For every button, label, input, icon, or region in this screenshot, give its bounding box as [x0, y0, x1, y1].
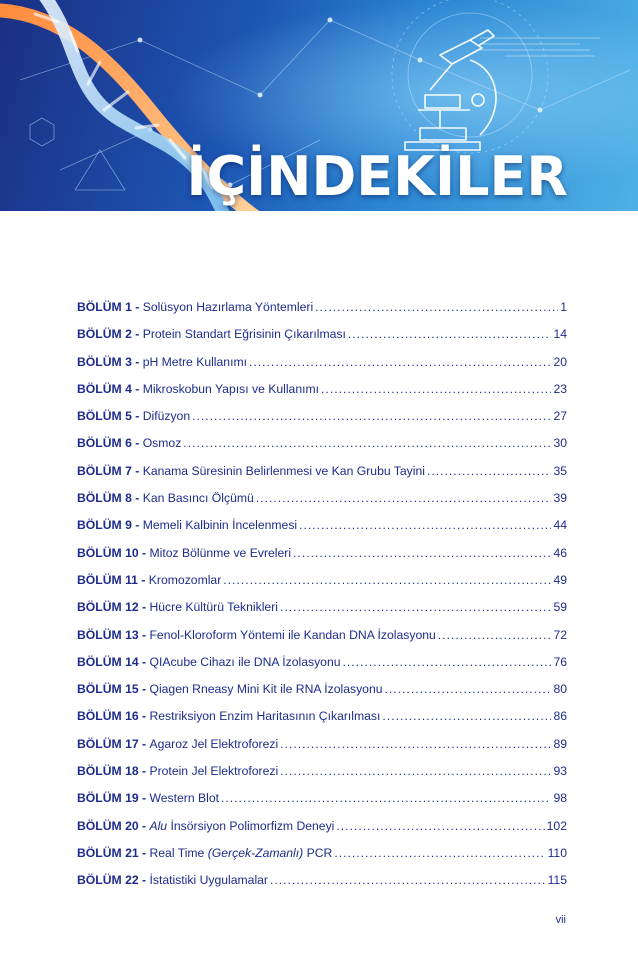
toc-entry[interactable] — [77, 791, 567, 818]
toc-entry[interactable] — [77, 737, 567, 764]
toc-title-text: Protein Jel Elektroforezi — [149, 764, 279, 779]
toc-chapter-label: BÖLÜM 6 — [77, 436, 132, 451]
toc-title-italic: Alu — [149, 818, 168, 833]
toc-dot-leader — [385, 682, 552, 696]
toc-title — [149, 546, 291, 560]
toc-entry[interactable] — [77, 409, 567, 436]
toc-dot-leader — [270, 873, 546, 887]
toc-entry[interactable] — [77, 682, 567, 709]
toc-dot-leader — [299, 518, 551, 532]
toc-title — [143, 300, 313, 314]
toc-title — [143, 382, 319, 396]
toc-title — [149, 764, 278, 778]
toc-page-number: 102 — [546, 818, 567, 833]
toc-title-text: Agaroz Jel Elektroforezi — [149, 736, 279, 751]
toc-title-text: Mitoz Bölünme ve Evreleri — [149, 545, 292, 560]
toc-separator: - — [138, 873, 150, 888]
toc-chapter-label: BÖLÜM 11 — [77, 572, 138, 587]
toc-title — [149, 791, 219, 805]
toc-dot-leader — [348, 327, 552, 341]
toc-title — [143, 464, 425, 478]
toc-page-number: 76 — [553, 654, 567, 669]
toc-separator: - — [138, 627, 150, 642]
toc-dot-leader — [249, 355, 551, 369]
toc-separator: - — [138, 545, 150, 560]
toc-page-number: 46 — [553, 545, 567, 560]
toc-page-number: 80 — [553, 682, 567, 697]
toc-page-number: 115 — [547, 873, 567, 888]
toc-title-text: Qiagen Rneasy Mini Kit ile RNA İzolasyonu — [149, 682, 383, 697]
toc-title-italic: (Gerçek-Zamanlı) — [207, 845, 304, 860]
toc-separator: - — [131, 409, 143, 424]
toc-entry[interactable] — [77, 464, 567, 491]
toc-chapter-label: BÖLÜM 5 — [77, 409, 132, 424]
toc-separator: - — [131, 518, 143, 533]
toc-separator: - — [131, 463, 143, 478]
toc-page-number: 72 — [553, 627, 567, 642]
toc-chapter-label: BÖLÜM 1 — [77, 300, 132, 314]
toc-title-text: Solüsyon Hazırlama Yöntemleri — [142, 300, 314, 314]
toc-dot-leader — [183, 436, 551, 450]
toc-dot-leader — [315, 300, 558, 314]
toc-entry[interactable] — [77, 628, 567, 655]
toc-chapter-label: BÖLÜM 8 — [77, 491, 132, 506]
toc-separator: - — [138, 600, 150, 615]
toc-dot-leader — [293, 546, 551, 560]
toc-dot-leader — [427, 464, 551, 478]
header-banner — [0, 0, 638, 211]
toc-title-text: Western Blot — [149, 791, 220, 806]
toc-title-text: PCR — [303, 845, 333, 860]
toc-page-number: 35 — [553, 463, 567, 478]
toc-chapter-label: BÖLÜM 7 — [77, 463, 132, 478]
toc-dot-leader — [256, 491, 552, 505]
toc-separator: - — [138, 736, 150, 751]
toc-separator: - — [138, 764, 150, 779]
toc-separator: - — [138, 818, 150, 833]
toc-title — [149, 573, 221, 587]
toc-dot-leader — [336, 819, 544, 833]
toc-dot-leader — [280, 737, 551, 751]
toc-title — [143, 518, 297, 532]
toc-page-number: 39 — [553, 491, 567, 506]
toc-separator: - — [138, 791, 150, 806]
toc-title — [143, 436, 182, 450]
toc-page-number: 93 — [553, 764, 567, 779]
toc-chapter-label: BÖLÜM 15 — [77, 682, 139, 697]
toc-chapter-label: BÖLÜM 22 — [77, 873, 139, 888]
toc-title — [149, 628, 435, 642]
toc-title-text: Memeli Kalbinin İncelenmesi — [142, 518, 298, 533]
toc-separator: - — [138, 845, 150, 860]
toc-entry[interactable] — [77, 546, 567, 573]
toc-entry[interactable] — [77, 709, 567, 736]
toc-title-text: Kromozomlar — [148, 572, 222, 587]
toc-entry[interactable] — [77, 491, 567, 518]
toc-entry[interactable] — [77, 518, 567, 545]
toc-separator: - — [138, 709, 150, 724]
toc-chapter-label: BÖLÜM 16 — [77, 709, 139, 724]
toc-title — [149, 846, 332, 860]
toc-title — [149, 819, 334, 833]
toc-entry[interactable] — [77, 846, 567, 873]
toc-page-number: 86 — [553, 709, 567, 724]
toc-title-text: Kanama Süresinin Belirlenmesi ve Kan Grubu Tayini — [142, 463, 425, 478]
toc-chapter-label: BÖLÜM 20 — [77, 818, 139, 833]
toc-title — [149, 709, 380, 723]
toc-dot-leader — [334, 846, 545, 860]
toc-title — [143, 491, 254, 505]
toc-separator: - — [138, 654, 150, 669]
toc-page-number: 23 — [553, 381, 567, 396]
toc-separator: - — [137, 572, 149, 587]
toc-dot-leader — [321, 382, 551, 396]
toc-title-text: Hücre Kültürü Teknikleri — [149, 600, 278, 615]
toc-entry[interactable] — [77, 382, 567, 409]
toc-title-text: Kan Basıncı Ölçümü — [142, 491, 254, 506]
toc-title-text: Osmoz — [142, 436, 182, 451]
toc-title-text: Fenol-Kloroform Yöntemi ile Kandan DNA İzolasyonu — [149, 627, 436, 642]
toc-page-number: 1 — [560, 300, 567, 314]
toc-title-text: Real Time — [149, 845, 208, 860]
toc-title-text: İstatistiki Uygulamalar — [149, 873, 268, 888]
toc-entry[interactable] — [77, 655, 567, 682]
toc-page-number: 89 — [553, 736, 567, 751]
toc-page-number: 110 — [547, 845, 567, 860]
toc-chapter-label: BÖLÜM 3 — [77, 354, 132, 369]
toc-page-number: 44 — [553, 518, 567, 533]
toc-separator: - — [138, 682, 150, 697]
toc-title — [143, 355, 247, 369]
toc-title-text: Protein Standart Eğrisinin Çıkarılması — [142, 327, 346, 342]
toc-chapter-label: BÖLÜM 4 — [77, 381, 132, 396]
toc-chapter-label: BÖLÜM 21 — [77, 845, 139, 860]
toc-entry[interactable] — [77, 300, 567, 327]
page-title: İÇİNDEKİLER — [186, 145, 568, 208]
toc-chapter-label: BÖLÜM 17 — [77, 736, 139, 751]
toc-dot-leader — [438, 628, 552, 642]
toc-page-number: 20 — [553, 354, 567, 369]
toc-separator: - — [131, 436, 143, 451]
toc-title-text: Mikroskobun Yapısı ve Kullanımı — [142, 381, 320, 396]
toc-title — [143, 409, 190, 423]
toc-title-text: Difüzyon — [142, 409, 191, 424]
toc-separator: - — [131, 354, 143, 369]
toc-dot-leader — [280, 600, 551, 614]
toc-title — [149, 600, 277, 614]
toc-entry[interactable] — [77, 873, 567, 900]
toc-dot-leader — [343, 655, 552, 669]
toc-title-text: Restriksiyon Enzim Haritasının Çıkarılması — [149, 709, 381, 724]
toc-page-number: 59 — [553, 600, 567, 615]
toc-title — [149, 655, 340, 669]
page-number: vii — [555, 914, 566, 926]
toc-chapter-label: BÖLÜM 2 — [77, 327, 132, 342]
toc-dot-leader — [221, 791, 551, 805]
toc-chapter-label: BÖLÜM 14 — [77, 654, 139, 669]
toc-chapter-label: BÖLÜM 19 — [77, 791, 139, 806]
toc-title-text: QIAcube Cihazı ile DNA İzolasyonu — [149, 654, 341, 669]
toc-chapter-label: BÖLÜM 9 — [77, 518, 132, 533]
toc-title — [149, 682, 382, 696]
toc-chapter-label: BÖLÜM 13 — [77, 627, 139, 642]
toc-title-text: İnsörsiyon Polimorfizm Deneyi — [167, 818, 335, 833]
toc-dot-leader — [382, 709, 551, 723]
toc-page-number: 30 — [553, 436, 567, 451]
toc-separator: - — [131, 381, 143, 396]
toc-entry[interactable] — [77, 600, 567, 627]
toc-chapter-label: BÖLÜM 18 — [77, 764, 139, 779]
toc-dot-leader — [280, 764, 551, 778]
toc-dot-leader — [223, 573, 551, 587]
toc-page-number: 98 — [553, 791, 567, 806]
toc-entry[interactable] — [77, 573, 567, 600]
toc-entry[interactable] — [77, 764, 567, 791]
toc-page-number: 49 — [553, 572, 567, 587]
toc-chapter-label: BÖLÜM 10 — [77, 545, 139, 560]
toc-entry[interactable] — [77, 819, 567, 846]
toc-chapter-label: BÖLÜM 12 — [77, 600, 139, 615]
toc-page-number: 27 — [553, 409, 567, 424]
toc-entry[interactable] — [77, 355, 567, 382]
toc-separator: - — [131, 491, 143, 506]
toc-title — [149, 737, 278, 751]
toc-title — [143, 327, 346, 341]
toc-title-text: pH Metre Kullanımı — [142, 354, 247, 369]
toc-page-number: 14 — [553, 327, 567, 342]
toc-separator: - — [131, 300, 143, 314]
table-of-contents — [77, 300, 567, 901]
toc-title — [149, 873, 268, 887]
toc-dot-leader — [192, 409, 551, 423]
toc-separator: - — [131, 327, 143, 342]
toc-entry[interactable] — [77, 327, 567, 354]
toc-entry[interactable] — [77, 436, 567, 463]
